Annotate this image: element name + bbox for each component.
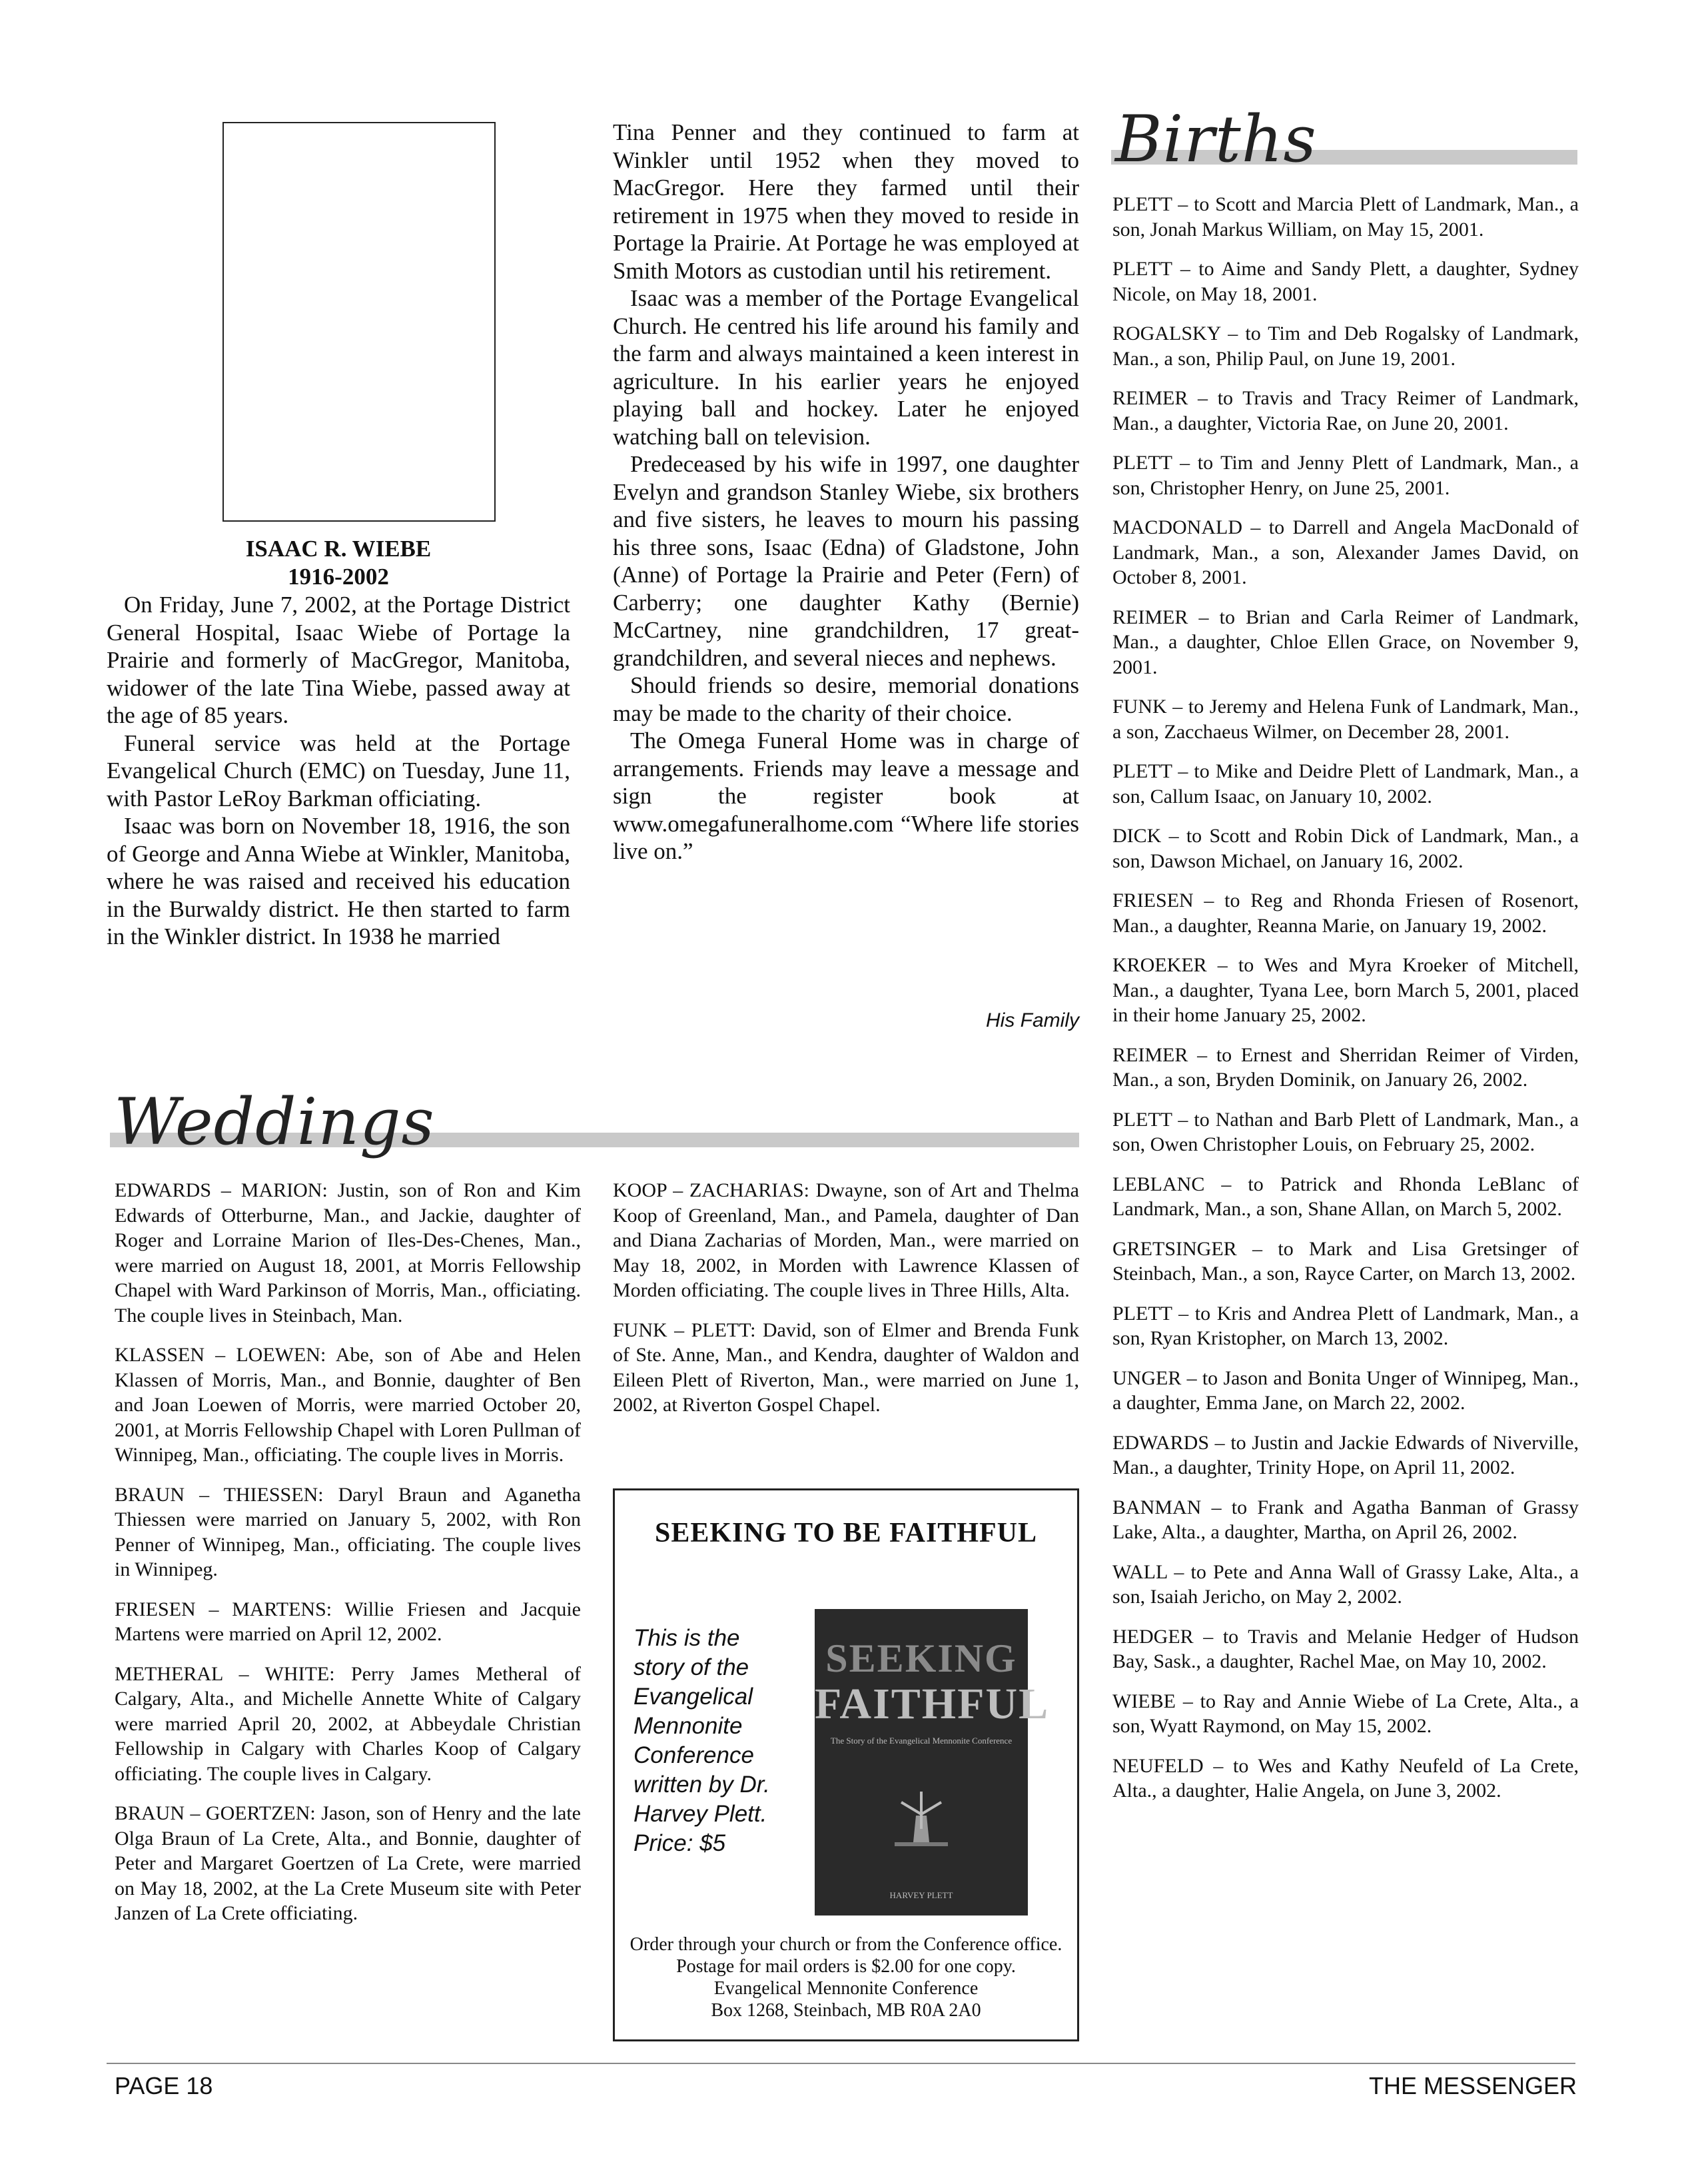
obituary-heading <box>107 535 570 591</box>
birth-entry: UNGER – to Jason and Bonita Unger of Winnipeg, Man., a daughter, Emma Jane, on March 22, 2002. <box>1112 1366 1579 1414</box>
book-cover-author: HARVEY PLETT <box>889 1890 953 1900</box>
birth-entry: REIMER – to Brian and Carla Reimer of Landmark, Man., a daughter, Chloe Ellen Grace, on November 9, 2001. <box>1112 606 1579 678</box>
obituary-paragraph: Isaac was a member of the Portage Evangelical Church. He centred his life around his family and the farm and always maintained a keen interest in agriculture. In his earlier years he enjoyed playing ball and hockey. Later he enjoyed watching ball on television. <box>613 285 1079 450</box>
birth-entry: EDWARDS – to Justin and Jackie Edwards of Niverville, Man., a daughter, Trinity Hope, on April 11, 2002. <box>1112 1431 1579 1478</box>
wedding-entry: BRAUN – THIESSEN: Daryl Braun and Aganetha Thiessen were married on January 5, 2002, with Ron Penner of Winnipeg, Man., officiating. The couple lives in Winnipeg. <box>115 1483 581 1580</box>
birth-entry: MACDONALD – to Darrell and Angela MacDonald of Landmark, Man., a son, Alexander James David, on October 8, 2001. <box>1112 516 1579 588</box>
weddings-column-2 <box>613 1178 1079 1432</box>
birth-entry: KROEKER – to Wes and Myra Kroeker of Mitchell, Man., a daughter, Tyana Lee, born March 5, 2001, placed in their home January 25, 2002. <box>1112 954 1579 1026</box>
ad-order-line: Box 1268, Steinbach, MB R0A 2A0 <box>711 2000 981 2021</box>
book-cover-subtitle: The Story of the Evangelical Mennonite Conference <box>830 1736 1013 1746</box>
footer-divider <box>107 2063 1575 2064</box>
births-heading <box>1111 102 1577 177</box>
ad-order-line: Order through your church or from the Conference office. <box>630 1934 1062 1955</box>
book-cover-title-line-2: FAITHFUL <box>815 1680 1050 1728</box>
obituary-years: 1916-2002 <box>288 564 389 590</box>
birth-entry: FRIESEN – to Reg and Rhonda Friesen of Rosenort, Man., a daughter, Reanna Marie, on January 19, 2002. <box>1112 889 1579 937</box>
ad-description: This is the story of the Evangelical Mennonite Conference written by Dr. Harvey Plett. Price: $5 <box>633 1625 770 1856</box>
obituary-paragraph: On Friday, June 7, 2002, at the Portage District General Hospital, Isaac Wiebe of Portage la Prairie and formerly of MacGregor, Manitoba, widower of the late Tina Wiebe, passed away at the age of 85 years. <box>107 592 570 728</box>
birth-entry: PLETT – to Mike and Deidre Plett of Landmark, Man., a son, Callum Isaac, on January 10, 2002. <box>1112 760 1579 808</box>
ad-order-line: Evangelical Mennonite Conference <box>713 1978 979 1999</box>
birth-entry: PLETT – to Kris and Andrea Plett of Landmark, Man., a son, Ryan Kristopher, on March 13, 2002. <box>1112 1302 1579 1349</box>
obituary-paragraph: Predeceased by his wife in 1997, one daughter Evelyn and grandson Stanley Wiebe, six brothers and five sisters, he leaves to mourn his passing his three sons, Isaac (Edna) of Gladstone, John (Anne) of Portage la Prairie and Peter (Fern) of Carberry; one daughter Kathy (Bernie) McCartney, nine grandchildren, 17 great-grandchildren, and several nieces and nephews. <box>613 451 1079 671</box>
obituary-paragraph: Funeral service was held at the Portage Evangelical Church (EMC) on Tuesday, June 11, with Pastor LeRoy Barkman officiating. <box>107 730 570 812</box>
wedding-entry: BRAUN – GOERTZEN: Jason, son of Henry and the late Olga Braun of La Crete, Alta., and Bonnie, daughter of Peter and Margaret Goertzen of La Crete, were married on May 18, 2002, at the La Crete Museum site with Peter Janzen of La Crete officiating. <box>115 1802 581 1924</box>
obituary-name: ISAAC R. WIEBE <box>245 536 432 562</box>
birth-entry: BANMAN – to Frank and Agatha Banman of Grassy Lake, Alta., a daughter, Martha, on April 26, 2002. <box>1112 1496 1579 1543</box>
weddings-column-1 <box>115 1178 581 1941</box>
book-cover-title-line-1: SEEKING <box>825 1636 1017 1680</box>
wedding-entry: METHERAL – WHITE: Perry James Metheral of Calgary, Alta., and Michelle Annette White of Calgary were married April 20, 2002, at Abbeydale Christian Fellowship in Calgary with Charles Koop of Calgary officiating. The couple lives in Calgary. <box>115 1662 581 1785</box>
birth-entry: PLETT – to Scott and Marcia Plett of Landmark, Man., a son, Jonah Markus William, on May 15, 2001. <box>1112 193 1579 241</box>
birth-entry: HEDGER – to Travis and Melanie Hedger of Hudson Bay, Sask., a daughter, Rachel Mae, on May 10, 2002. <box>1112 1625 1579 1672</box>
obituary-paragraph: Isaac was born on November 18, 1916, the son of George and Anna Wiebe at Winkler, Manitoba, where he was raised and received his education in the Burwaldy district. He then started to farm in the Winkler district. In 1938 he married <box>107 813 570 949</box>
wedding-entry: FUNK – PLETT: David, son of Elmer and Brenda Funk of Ste. Anne, Man., and Kendra, daughter of Waldon and Eileen Plett of Riverton, Man., were married on June 1, 2002, at Riverton Gospel Chapel. <box>613 1319 1079 1416</box>
birth-entry: NEUFELD – to Wes and Kathy Neufeld of La Crete, Alta., a daughter, Halie Angela, on June 3, 2002. <box>1112 1754 1579 1802</box>
wedding-entry: KLASSEN – LOEWEN: Abe, son of Abe and Helen Klassen of Morris, Man., and Bonnie, daughter of Ben and Joan Loewen of Morris, were married October 20, 2001, at Morris Fellowship Chapel with Loren Pullman of Winnipeg, Man., officiating. The couple lives in Morris. <box>115 1344 581 1466</box>
birth-entry: REIMER – to Travis and Tracy Reimer of Landmark, Man., a daughter, Victoria Rae, on June 20, 2001. <box>1112 387 1579 434</box>
birth-entry: DICK – to Scott and Robin Dick of Landmark, Man., a son, Dawson Michael, on January 16, 2002. <box>1112 825 1579 872</box>
birth-entry: PLETT – to Aime and Sandy Plett, a daughter, Sydney Nicole, on May 18, 2001. <box>1112 258 1579 305</box>
book-advertisement <box>613 1488 1079 2041</box>
obituary-photo-frame <box>222 122 496 522</box>
birth-entry: WALL – to Pete and Anna Wall of Grassy Lake, Alta., a son, Isaiah Jericho, on May 2, 2002. <box>1112 1560 1579 1608</box>
page-number: PAGE 18 <box>115 2072 213 2099</box>
birth-entry: WIEBE – to Ray and Annie Wiebe of La Crete, Alta., a son, Wyatt Raymond, on May 15, 2002. <box>1112 1690 1579 1737</box>
obituary-signature: His Family <box>986 1009 1079 1031</box>
weddings-heading-title: Weddings <box>114 1085 435 1159</box>
obituary-paragraph: Tina Penner and they continued to farm at Winkler until 1952 when they moved to MacGregor. Here they farmed until their retirement in 1975 when they moved to reside in Portage la Prairie. At Portage he was employed at Smith Motors as custodian until his retirement. <box>613 119 1079 284</box>
births-column <box>1112 192 1579 1818</box>
obituary-paragraph: The Omega Funeral Home was in charge of arrangements. Friends may leave a message and sign the register book at www.omegafuneralhome.com “Where life stories live on.” <box>613 728 1079 864</box>
obituary-column-2 <box>613 119 1079 865</box>
birth-entry: REIMER – to Ernest and Sherridan Reimer of Virden, Man., a son, Bryden Dominik, on January 26, 2002. <box>1112 1043 1579 1091</box>
birth-entry: FUNK – to Jeremy and Helena Funk of Landmark, Man., a son, Zacchaeus Wilmer, on December 28, 2001. <box>1112 696 1579 743</box>
wedding-entry: FRIESEN – MARTENS: Willie Friesen and Jacquie Martens were married on April 12, 2002. <box>115 1598 581 1645</box>
ad-order-info <box>615 1933 1077 2021</box>
birth-entry: PLETT – to Tim and Jenny Plett of Landmark, Man., a son, Christopher Henry, on June 25, 2001. <box>1112 452 1579 499</box>
birth-entry: GRETSINGER – to Mark and Lisa Gretsinger of Steinbach, Man., a son, Rayce Carter, on March 13, 2002. <box>1112 1237 1579 1285</box>
obituary-column-1 <box>107 591 570 951</box>
ad-title: SEEKING TO BE FAITHFUL <box>655 1518 1037 1548</box>
birth-entry: PLETT – to Nathan and Barb Plett of Landmark, Man., a son, Owen Christopher Louis, on February 25, 2002. <box>1112 1108 1579 1155</box>
ad-order-line: Postage for mail orders is $2.00 for one copy. <box>676 1956 1016 1977</box>
wedding-entry: KOOP – ZACHARIAS: Dwayne, son of Art and Thelma Koop of Greenland, Man., and Pamela, daughter of Dan and Diana Zacharias of Morden, Man., were married on May 18, 2002, in Morden with Lawrence Klassen of Morden officiating. The couple lives in Three Hills, Alta. <box>613 1179 1079 1301</box>
publication-name: THE MESSENGER <box>1368 2072 1577 2099</box>
book-cover-image <box>815 1609 1050 1915</box>
birth-entry: LEBLANC – to Patrick and Rhonda LeBlanc of Landmark, Man., a son, Shane Allan, on March 5, 2002. <box>1112 1173 1579 1220</box>
wedding-entry: EDWARDS – MARION: Justin, son of Ron and Kim Edwards of Otterburne, Man., and Jackie, daughter of Roger and Lorraine Marion of Iles-Des-Chenes, Man., were married on August 18, 2001, at Morris Fellowship Chapel with Ward Parkinson of Morris, Man., officiating. The couple lives in Steinbach, Man. <box>115 1179 581 1327</box>
windmill-icon <box>895 1789 948 1849</box>
weddings-heading <box>110 1085 1079 1159</box>
births-heading-title: Births <box>1115 102 1317 177</box>
birth-entry: ROGALSKY – to Tim and Deb Rogalsky of Landmark, Man., a son, Philip Paul, on June 19, 2001. <box>1112 322 1579 370</box>
obituary-paragraph: Should friends so desire, memorial donations may be made to the charity of their choice. <box>613 672 1079 726</box>
